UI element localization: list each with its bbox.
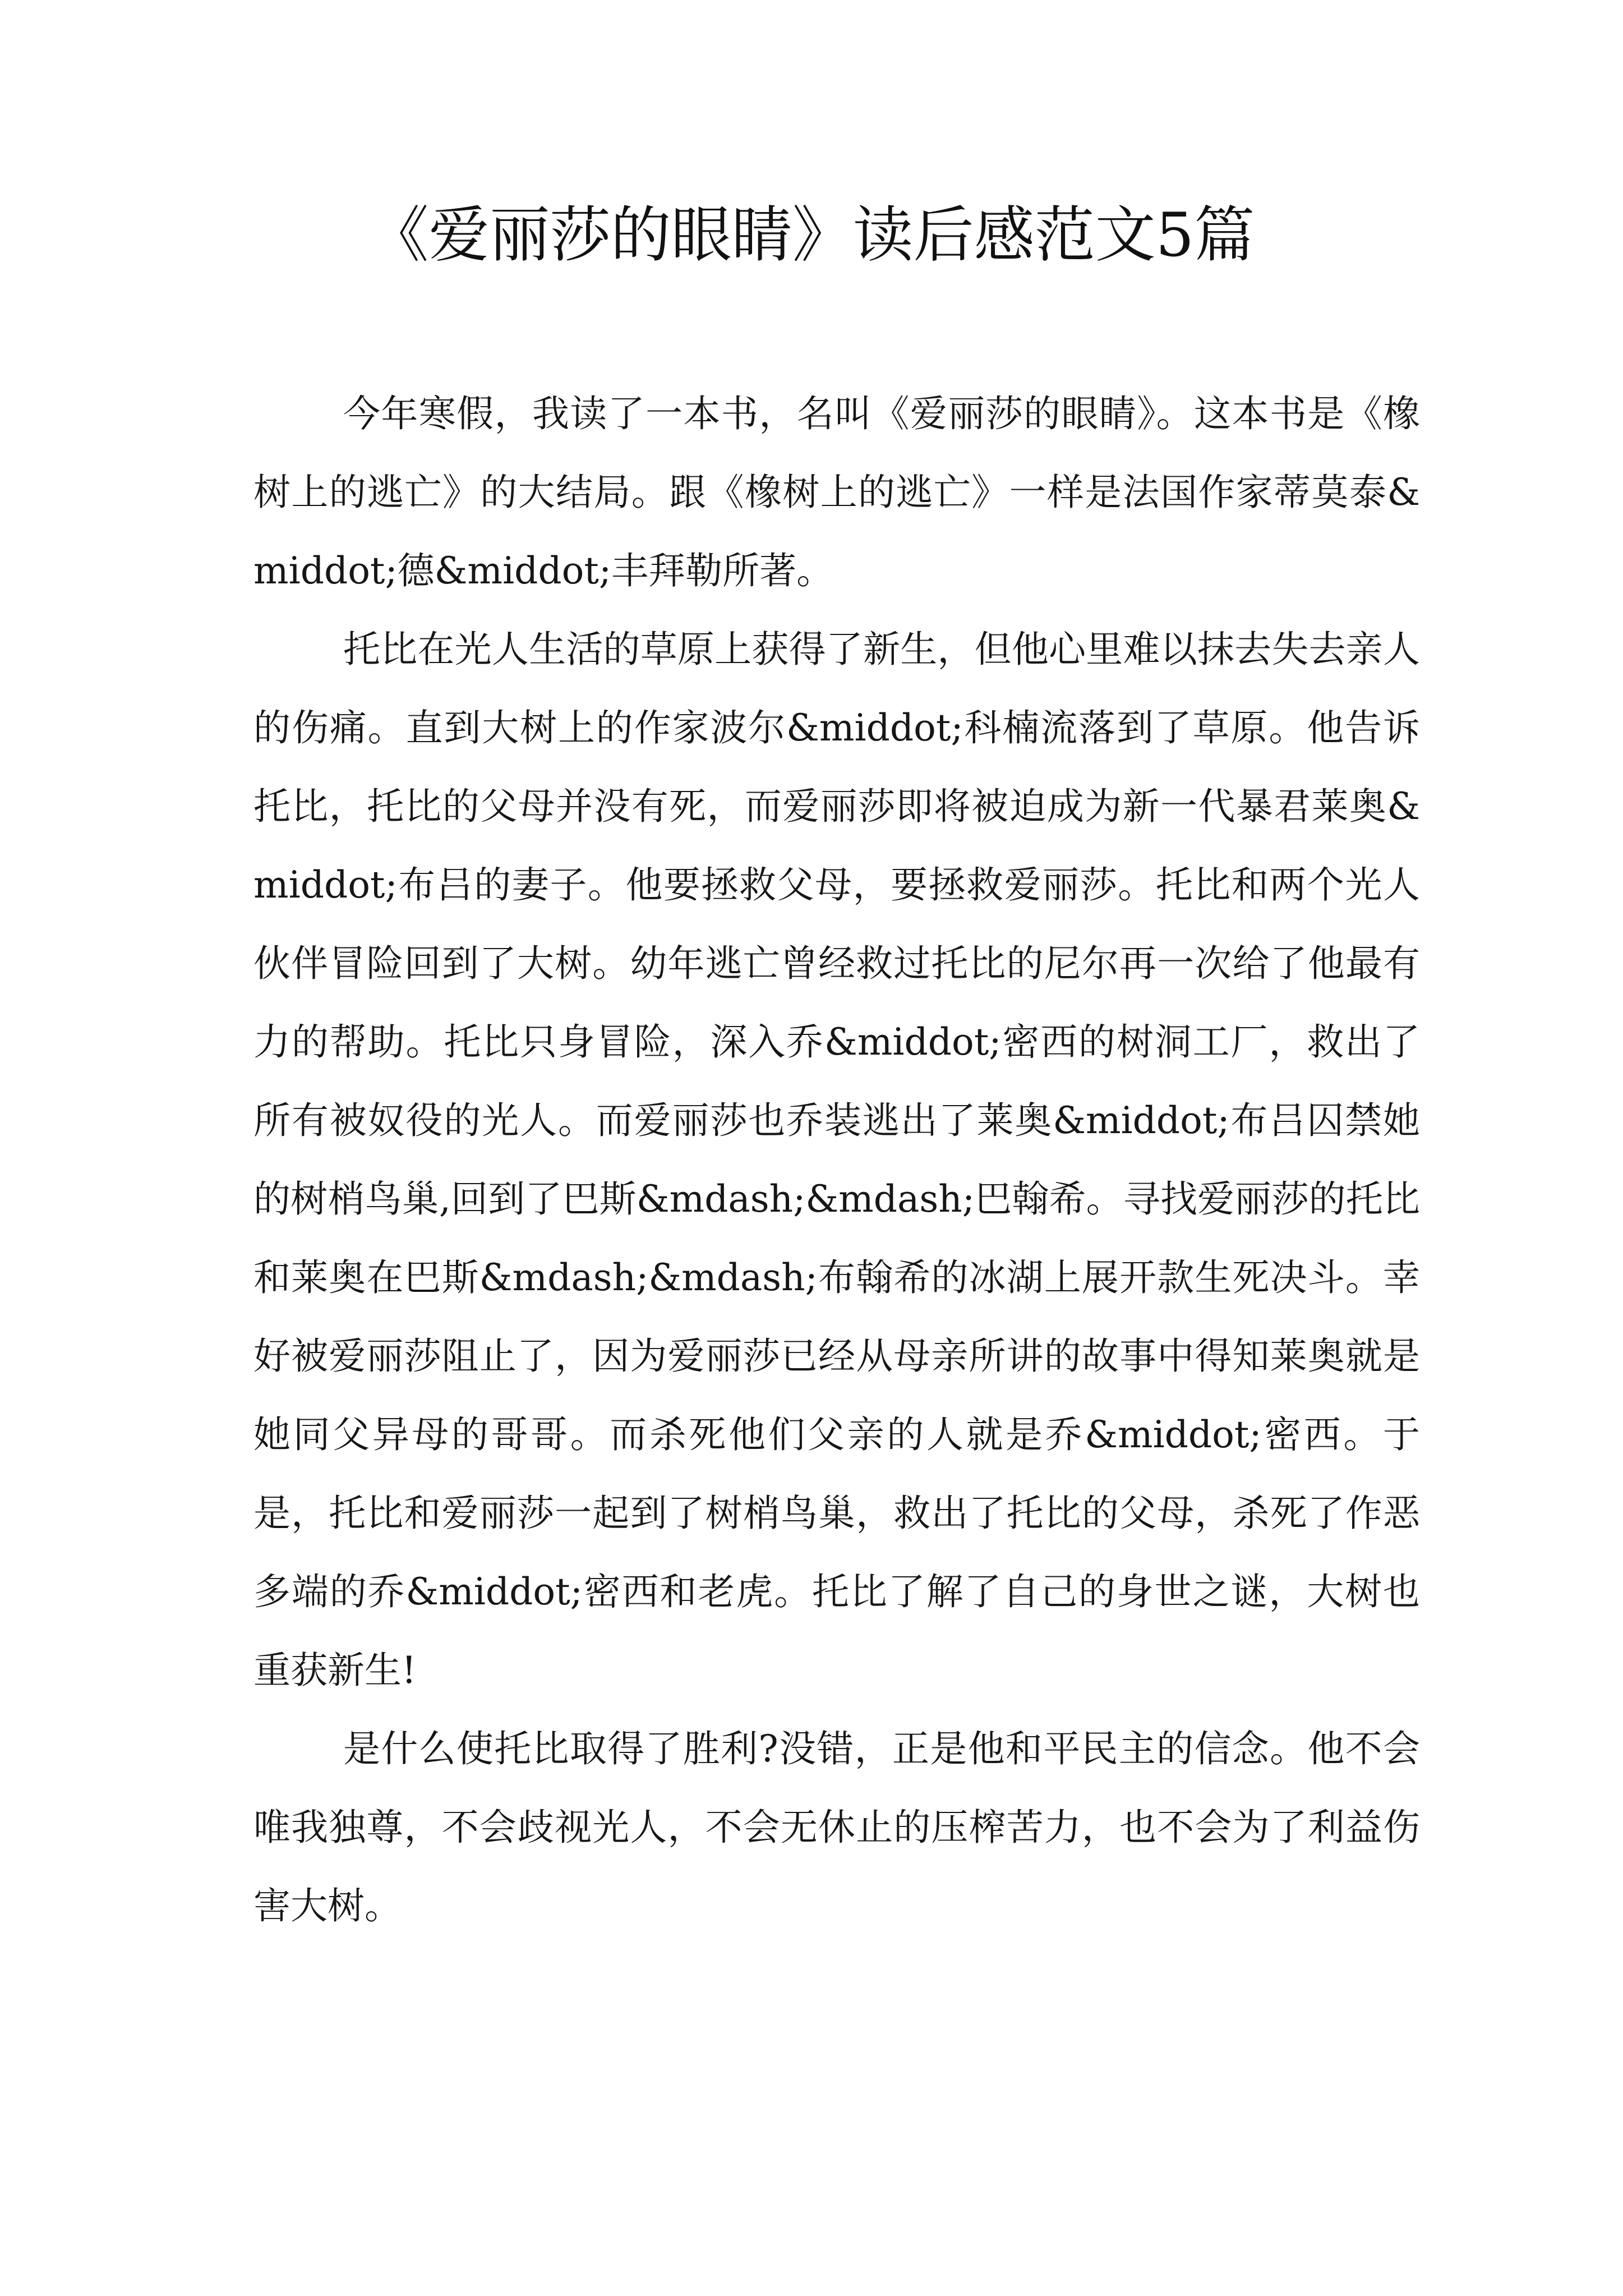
- document-title: 《爱丽莎的眼睛》读后感范文5篇: [368, 200, 1255, 270]
- paragraph-1: 今年寒假，我读了一本书，名叫《爱丽莎的眼睛》。这本书是《橡树上的逃亡》的大结局。跟《橡树上的逃亡》一样是法国作家蒂莫泰&middot;德&middot;丰拜勒所著。: [253, 392, 1420, 592]
- paragraph-2: 托比在光人生活的草原上获得了新生，但他心里难以抹去失去亲人的伤痛。直到大树上的作家波尔&middot;科楠流落到了草原。他告诉托比，托比的父母并没有死，而爱丽莎即将被迫成为新一代暴君莱奥&middot;布吕的妻子。他要拯救父母，要拯救爱丽莎。托比和两个光人伙伴冒险回到了大树。幼年逃亡曾经救过托比的尼尔再一次给了他最有力的帮助。托比只身冒险，深入乔&middot;密西的树洞工厂，救出了所有被奴役的光人。而爱丽莎也乔装逃出了莱奥&middot;布吕囚禁她的树梢鸟巢,回到了巴斯&mdash;&mdash;巴翰希。寻找爱丽莎的托比和莱奥在巴斯&mdash;&mdash;布翰希的冰湖上展开款生死决斗。幸好被爱丽莎阻止了，因为爱丽莎已经从母亲所讲的故事中得知莱奥就是她同父异母的哥哥。而杀死他们父亲的人就是乔&middot;密西。于是，托比和爱丽莎一起到了树梢鸟巢，救出了托比的父母，杀死了作恶多端的乔&middot;密西和老虎。托比了解了自己的身世之谜，大树也重获新生!: [253, 628, 1420, 1692]
- document-body: [253, 375, 1420, 1945]
- paragraph-3: 是什么使托比取得了胜利?没错，正是他和平民主的信念。他不会唯我独尊，不会歧视光人，不会无休止的压榨苦力，也不会为了利益伤害大树。: [253, 1727, 1420, 1927]
